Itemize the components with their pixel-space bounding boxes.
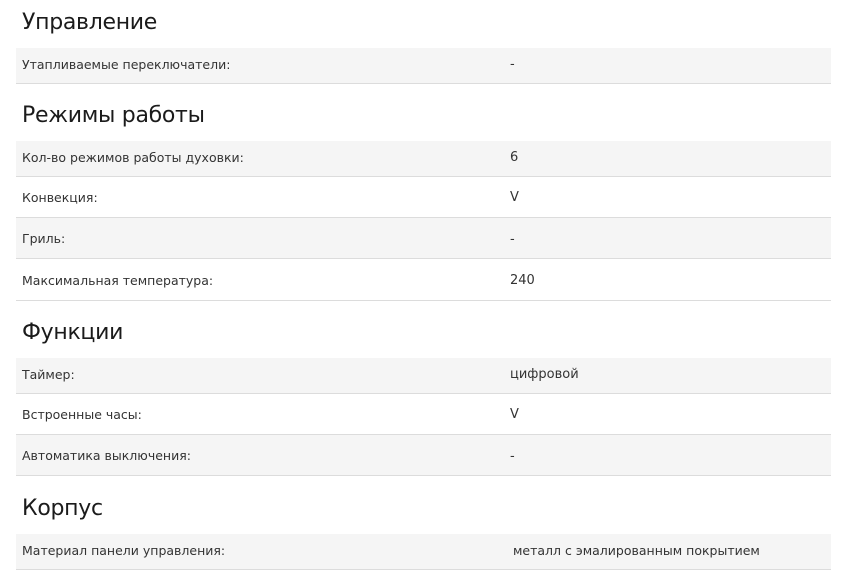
section-title-modes: Режимы работы: [22, 103, 205, 128]
spec-label: Максимальная температура:: [22, 273, 214, 288]
spec-row: [16, 48, 831, 84]
spec-value: V: [510, 407, 519, 422]
spec-value: -: [510, 232, 515, 247]
spec-label: Встроенные часы:: [22, 407, 142, 422]
spec-label: Таймер:: [22, 367, 75, 382]
section-title-control: Управление: [22, 10, 158, 35]
spec-row: [16, 435, 831, 476]
spec-label: Автоматика выключения:: [22, 448, 191, 463]
spec-label: Материал панели управления:: [22, 543, 226, 558]
section-title-functions: Функции: [22, 320, 124, 345]
spec-value: -: [510, 449, 515, 464]
spec-row: [16, 141, 831, 177]
spec-value: 6: [510, 150, 519, 165]
spec-row: [16, 358, 831, 394]
spec-value: -: [510, 57, 515, 72]
spec-row: [16, 394, 831, 435]
spec-value: 240: [510, 273, 535, 288]
spec-row: [16, 218, 831, 259]
spec-row: [16, 259, 831, 301]
spec-row: [16, 534, 831, 570]
spec-value: цифровой: [510, 367, 579, 382]
spec-value: металл с эмалированным покрытием: [513, 543, 760, 558]
spec-label: Конвекция:: [22, 190, 98, 205]
spec-value: V: [510, 190, 519, 205]
spec-row: [16, 177, 831, 218]
spec-label: Гриль:: [22, 231, 66, 246]
section-title-body: Корпус: [22, 496, 103, 521]
spec-label: Утапливаемые переключатели:: [22, 57, 231, 72]
spec-label: Кол-во режимов работы духовки:: [22, 150, 244, 165]
